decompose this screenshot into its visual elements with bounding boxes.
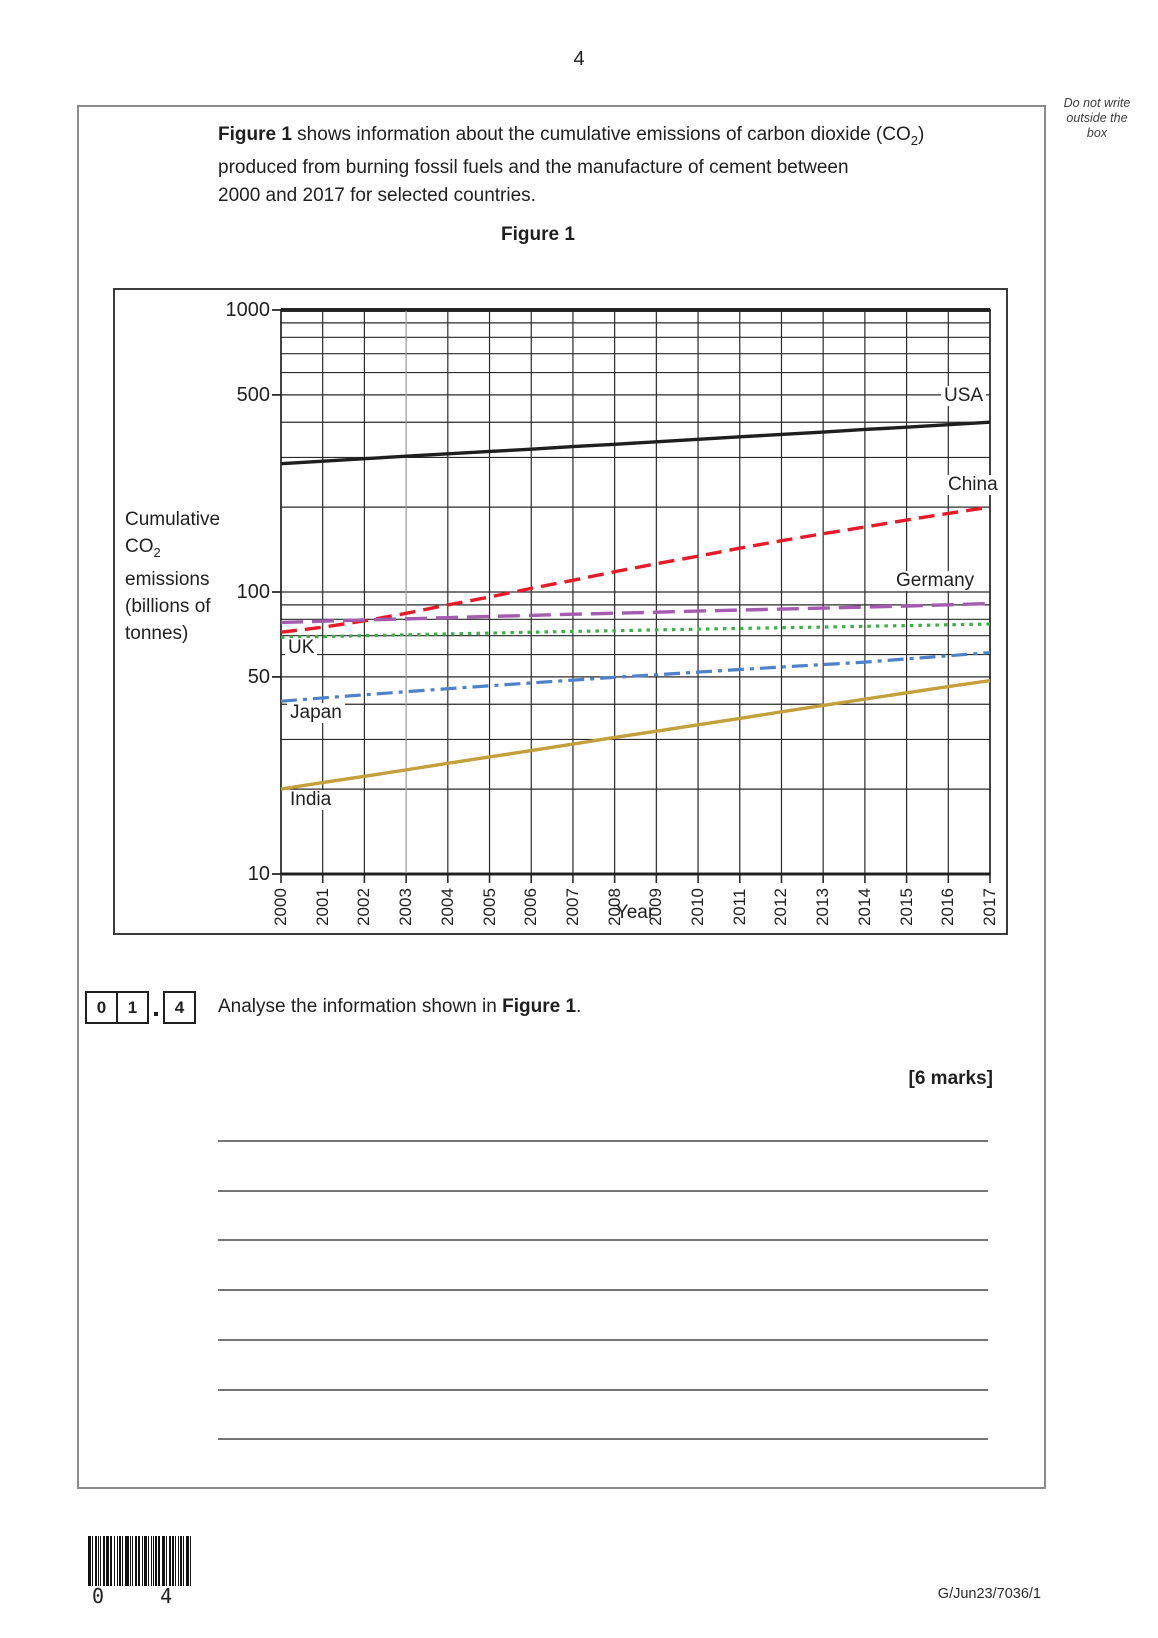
intro-text-2: produced from burning fossil fuels and the manufacture of cement between xyxy=(218,157,849,179)
question-figure-ref: Figure 1 xyxy=(502,996,577,1017)
answer-line-6[interactable] xyxy=(218,1389,988,1393)
marks-badge: [6 marks] xyxy=(908,1068,993,1089)
barcode xyxy=(88,1536,192,1586)
answer-line-4[interactable] xyxy=(218,1289,988,1293)
question-text-pre: Analyse the information shown in xyxy=(218,996,503,1017)
y-axis-title-l5: tonnes) xyxy=(125,622,189,644)
y-tick-1000: 1000 xyxy=(225,299,270,321)
series-label-japan: Japan xyxy=(287,703,345,723)
intro-figure-ref: Figure 1 xyxy=(218,124,292,145)
series-line-india xyxy=(281,681,990,789)
question-text-post: . xyxy=(576,996,582,1017)
answer-line-3[interactable] xyxy=(218,1239,988,1243)
y-axis-title-l3: emissions xyxy=(125,568,210,590)
intro-text-1end: ) xyxy=(917,124,925,145)
series-label-uk: UK xyxy=(285,638,317,658)
x-tick-2013: 2013 xyxy=(813,888,833,926)
y-tick-50: 50 xyxy=(247,665,270,688)
x-tick-2014: 2014 xyxy=(854,888,874,926)
intro-text-3: 2000 and 2017 for selected countries. xyxy=(218,184,536,206)
y-tick-500: 500 xyxy=(236,383,270,406)
y-axis-title xyxy=(125,506,220,647)
do-not-write-note xyxy=(1050,96,1144,141)
series-label-india: India xyxy=(287,790,334,810)
answer-line-5[interactable] xyxy=(218,1339,988,1343)
x-tick-2005: 2005 xyxy=(479,888,499,926)
co2-subscript: 2 xyxy=(910,132,918,148)
x-tick-2006: 2006 xyxy=(521,888,541,926)
y-axis-title-l1: Cumulative xyxy=(125,509,221,530)
answer-line-1[interactable] xyxy=(218,1140,988,1144)
do-not-write-line1: Do not write xyxy=(1063,96,1131,110)
y-tick-100: 100 xyxy=(236,581,270,603)
x-tick-2000: 2000 xyxy=(271,888,290,926)
y-tick-10: 10 xyxy=(247,863,270,885)
barcode-digits: 0 4 xyxy=(92,1584,195,1608)
x-tick-2002: 2002 xyxy=(354,888,374,926)
x-tick-2011: 2011 xyxy=(729,888,749,926)
question-code-dot xyxy=(154,1012,158,1016)
x-tick-2008: 2008 xyxy=(604,888,624,926)
x-tick-2009: 2009 xyxy=(646,888,666,926)
page-number: 4 xyxy=(573,48,585,70)
x-axis-title: Year xyxy=(615,902,655,923)
answer-line-2[interactable] xyxy=(218,1190,988,1194)
figure-caption: Figure 1 xyxy=(501,224,575,245)
x-tick-2001: 2001 xyxy=(312,888,332,926)
series-label-usa: USA xyxy=(941,386,986,406)
intro-text-1: shows information about the cumulative emissions of carbon dioxide (CO xyxy=(291,124,911,145)
y-axis-title-l4: (billions of xyxy=(125,595,211,617)
x-tick-2012: 2012 xyxy=(771,888,791,926)
x-tick-2016: 2016 xyxy=(938,888,958,926)
question-code-digit-1: 0 xyxy=(85,991,118,1024)
x-tick-2015: 2015 xyxy=(896,888,916,926)
question-code-digit-2: 1 xyxy=(118,991,149,1024)
emissions-chart xyxy=(113,288,1008,935)
y-axis-title-sub: 2 xyxy=(153,544,161,560)
x-tick-2004: 2004 xyxy=(437,888,457,926)
x-tick-2010: 2010 xyxy=(688,888,708,926)
intro-paragraph xyxy=(218,121,1018,209)
answer-line-7[interactable] xyxy=(218,1438,988,1442)
y-axis-title-l2: CO xyxy=(125,536,154,557)
x-tick-2003: 2003 xyxy=(396,888,416,926)
paper-reference: G/Jun23/7036/1 xyxy=(937,1586,1041,1602)
do-not-write-line2: outside the xyxy=(1066,111,1128,125)
question-text xyxy=(218,996,998,1018)
x-tick-2017: 2017 xyxy=(980,888,999,926)
question-code-digit-3: 4 xyxy=(163,991,196,1024)
question-number-boxes xyxy=(85,992,196,1023)
do-not-write-line3: box xyxy=(1086,126,1108,140)
series-label-germany: Germany xyxy=(893,571,977,591)
x-tick-2007: 2007 xyxy=(562,888,582,926)
series-label-china: China xyxy=(945,475,1001,495)
